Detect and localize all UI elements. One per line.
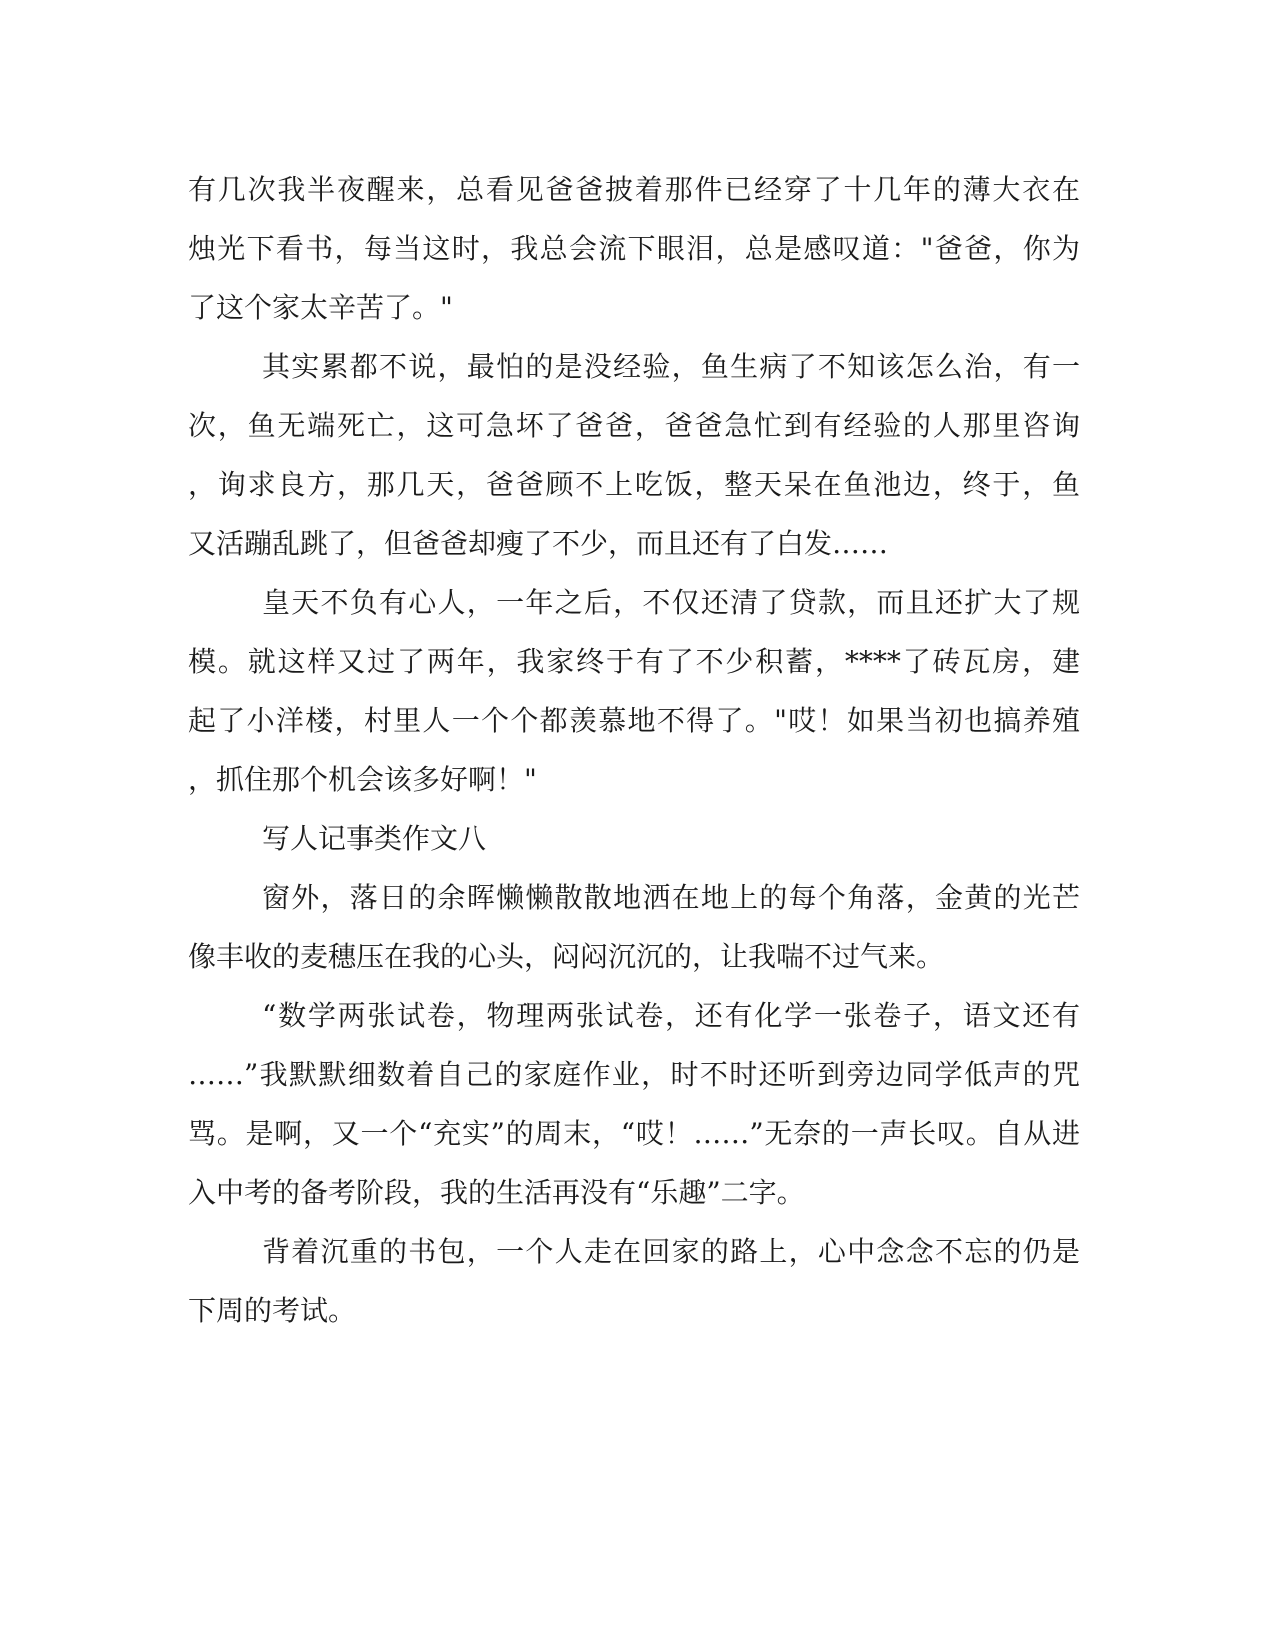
essay-text	[188, 160, 1080, 1340]
text-line: 皇天不负有心人，一年之后，不仅还清了贷款，而且还扩大了规	[262, 586, 1080, 619]
text-line: 其实累都不说，最怕的是没经验，鱼生病了不知该怎么治，有一	[262, 350, 1080, 383]
text-line: 下周的考试。	[188, 1294, 357, 1327]
text-line: 窗外，落日的余晖懒懒散散地洒在地上的每个角落，金黄的光芒	[262, 881, 1080, 914]
text-line: 次，鱼无端死亡，这可急坏了爸爸，爸爸急忙到有经验的人那里咨询	[188, 409, 1080, 442]
text-line: 又活蹦乱跳了，但爸爸却瘦了不少，而且还有了白发……	[188, 527, 889, 560]
text-line: ……”我默默细数着自己的家庭作业，时不时还听到旁边同学低声的咒	[188, 1058, 1080, 1091]
text-line: 了这个家太辛苦了。"	[188, 291, 453, 324]
section-heading: 写人记事类作文八	[262, 822, 487, 855]
text-line: ，抓住那个机会该多好啊！"	[188, 763, 537, 796]
text-line: 模。就这样又过了两年，我家终于有了不少积蓄，****了砖瓦房，建	[188, 645, 1080, 678]
text-line: 起了小洋楼，村里人一个个都羡慕地不得了。"哎！如果当初也搞养殖	[188, 704, 1080, 737]
text-line: ，询求良方，那几天，爸爸顾不上吃饭，整天呆在鱼池边，终于，鱼	[188, 468, 1080, 501]
text-line: 骂。是啊，又一个“充实”的周末，“哎！……”无奈的一声长叹。自从进	[188, 1117, 1080, 1150]
text-line: 像丰收的麦穗压在我的心头，闷闷沉沉的，让我喘不过气来。	[188, 940, 945, 973]
text-line: 背着沉重的书包，一个人走在回家的路上，心中念念不忘的仍是	[262, 1235, 1080, 1268]
text-line: 有几次我半夜醒来，总看见爸爸披着那件已经穿了十几年的薄大衣在	[188, 173, 1080, 206]
text-line: 烛光下看书，每当这时，我总会流下眼泪，总是感叹道："爸爸，你为	[188, 232, 1080, 265]
text-line: “数学两张试卷，物理两张试卷，还有化学一张卷子，语文还有	[262, 999, 1080, 1032]
text-line: 入中考的备考阶段，我的生活再没有“乐趣”二字。	[188, 1176, 805, 1209]
